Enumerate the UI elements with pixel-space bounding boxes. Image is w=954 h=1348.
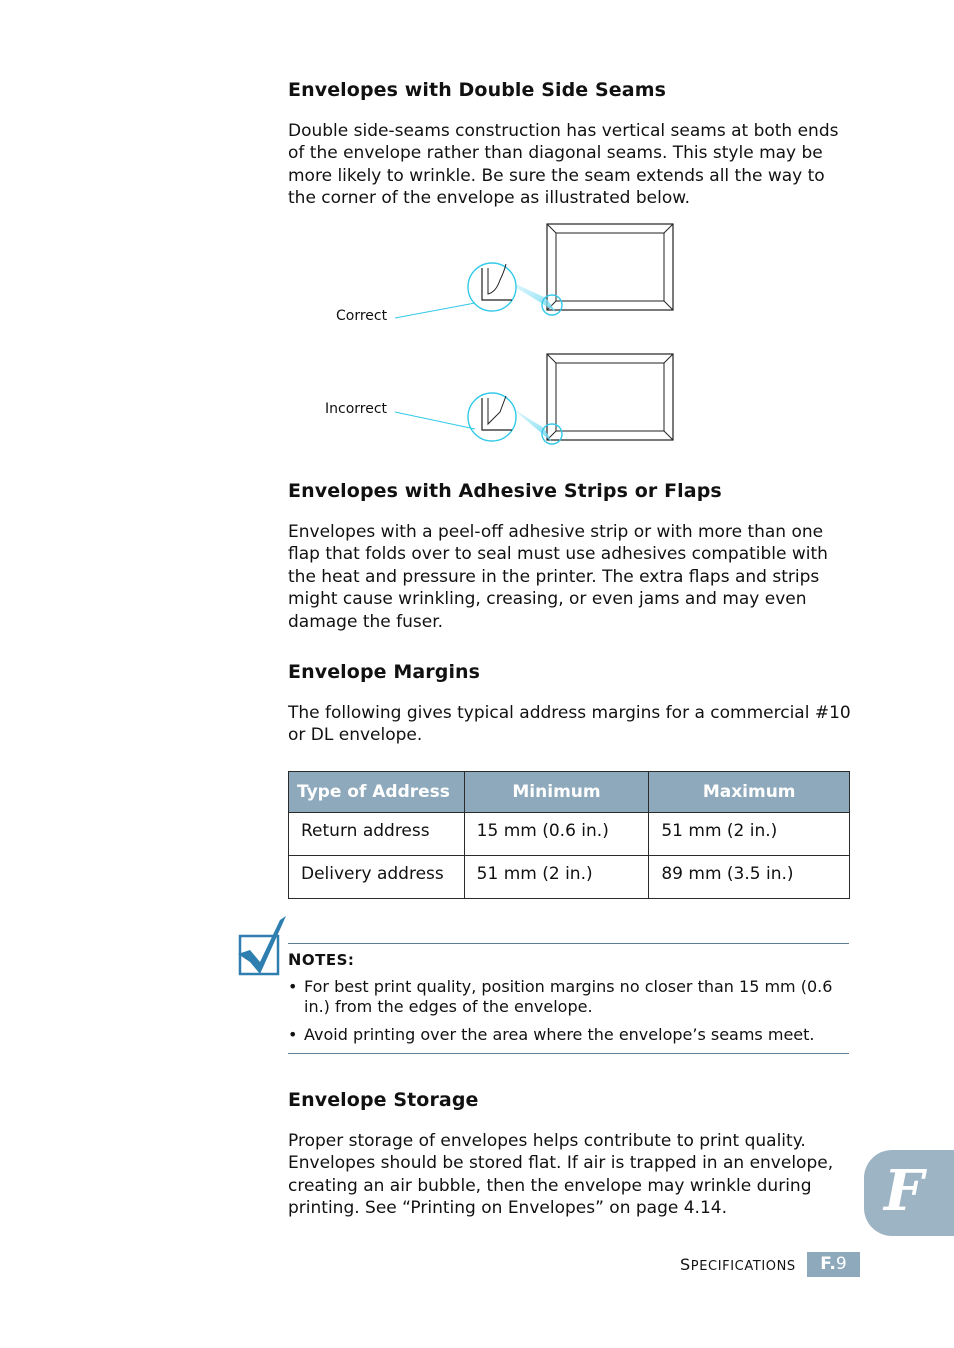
incorrect-envelope (395, 354, 673, 444)
heading-envelope-margins: Envelope Margins (288, 661, 481, 683)
table-cell: Return address (289, 813, 465, 856)
notes-bottom-rule (288, 1053, 849, 1054)
table-cell: 89 mm (3.5 in.) (649, 856, 850, 899)
heading-adhesive-strips: Envelopes with Adhesive Strips or Flaps (288, 480, 722, 502)
list-item: • Avoid printing over the area where the envelope’s seams meet. (288, 1025, 815, 1044)
checkmark-icon (236, 914, 288, 978)
paragraph-envelope-storage: Proper storage of envelopes helps contribute to print quality. Envelopes should be stored flat. If air is trapped in an envelope, creating an air bubble, then the envelope may wrinkle during printing. See “Printing on Envelopes” on page 4.14. (288, 1131, 834, 1219)
list-item: • For best print quality, position margins no closer than 15 mm (0.6 in.) from the edges of the envelope. (288, 977, 833, 1016)
paragraph-adhesive-strips: Envelopes with a peel-off adhesive strip or with more than one flap that folds over to seal must use adhesives compatible with the heat and pressure in the printer. The extra flaps and strips might cause wrinkling, creasing, or even jams and may even damage the fuser. (288, 522, 828, 632)
margins-table (288, 771, 850, 899)
footer-section-label: SPECIFICATIONS (680, 1255, 796, 1274)
heading-envelope-storage: Envelope Storage (288, 1089, 479, 1111)
page-number: F.9 (807, 1252, 860, 1277)
header-maximum: Maximum (649, 772, 850, 813)
paragraph-double-side-seams: Double side-seams construction has vertical seams at both ends of the envelope rather than diagonal seams. This style may be more likely to wrinkle. Be sure the seam extends all the way to the corner of the envelope as illustrated below. (288, 121, 839, 209)
notes-list (288, 977, 848, 1053)
table-row (289, 813, 850, 856)
label-correct: Correct (336, 308, 388, 324)
label-incorrect: Incorrect (325, 401, 388, 417)
table-row (289, 856, 850, 899)
correct-envelope (395, 224, 673, 318)
table-cell: 15 mm (0.6 in.) (464, 813, 649, 856)
heading-double-side-seams: Envelopes with Double Side Seams (288, 79, 667, 101)
table-header-row (289, 772, 850, 813)
header-minimum: Minimum (464, 772, 649, 813)
notes-title: NOTES: (288, 950, 355, 969)
bullet: • (288, 1025, 298, 1044)
bullet: • (288, 977, 298, 996)
chapter-tab (864, 1150, 954, 1236)
paragraph-envelope-margins: The following gives typical address margins for a commercial #10 or DL envelope. (288, 703, 851, 746)
notes-top-rule (288, 943, 849, 944)
table-cell: Delivery address (289, 856, 465, 899)
table-cell: 51 mm (2 in.) (464, 856, 649, 899)
header-type-of-address: Type of Address (289, 772, 465, 813)
table-cell: 51 mm (2 in.) (649, 813, 850, 856)
chapter-letter: F (884, 1158, 924, 1224)
